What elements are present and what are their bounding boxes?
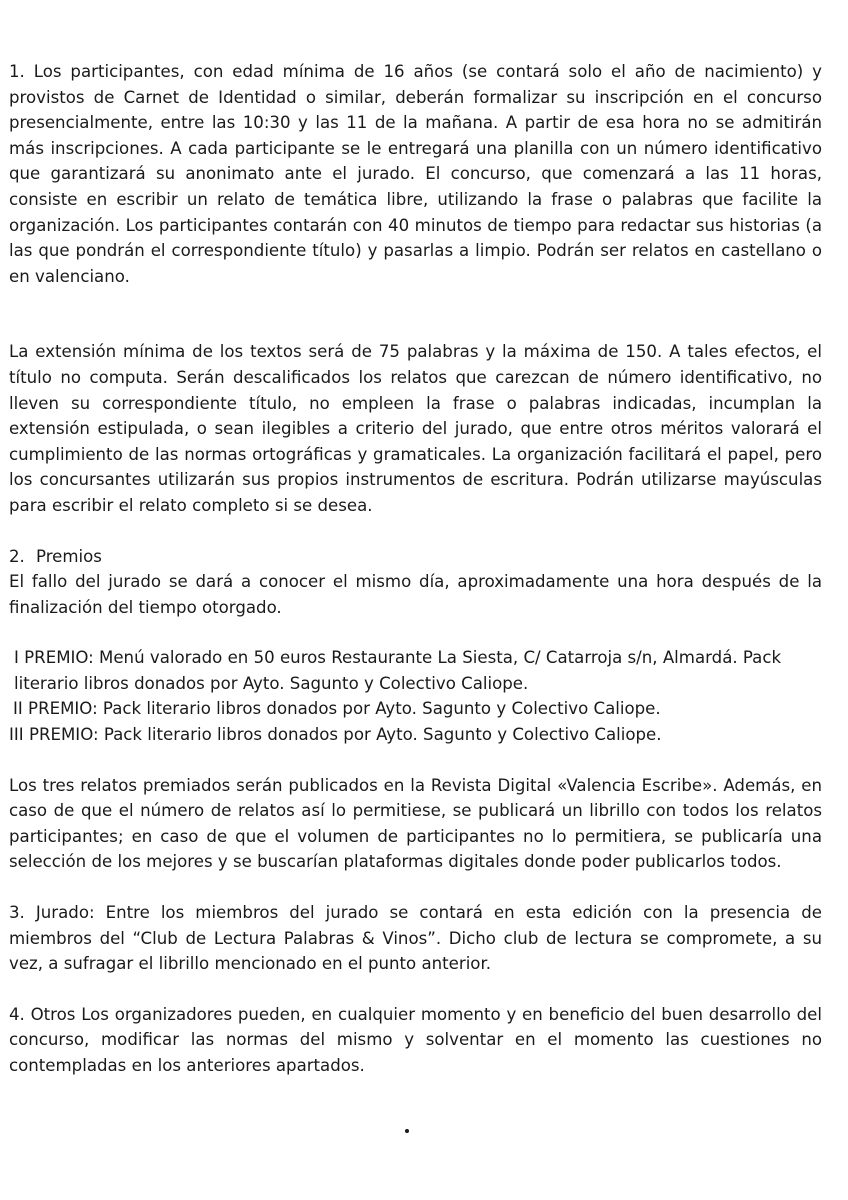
spacer — [9, 748, 822, 773]
prize-third: III PREMIO: Pack literario libros donados por Ayto. Sagunto y Colectivo Caliope. — [9, 725, 662, 745]
spacer — [9, 620, 822, 645]
spacer — [9, 875, 822, 900]
spacer — [9, 289, 822, 339]
section-extension: La extensión mínima de los textos será de 75 palabras y la máxima de 150. A tales efectos, el título no computa. Serán descalificados los relatos que carezcan de número identificativo, no lleven su correspondiente título, no empleen la frase o palabras indicadas, incumplan la extensión estipulada, o sean ilegibles a criterio del jurado, que entre otros méritos valorará el cumplimiento de las normas ortográficas y gramaticales. La organización facilitará el papel, pero los concursantes utilizarán sus propios instrumentos de escritura. Podrán utilizarse mayúsculas para escribir el relato completo si se desea. — [9, 342, 822, 515]
section-participants: 1. Los participantes, con edad mínima de 16 años (se contará solo el año de nacimiento) y provistos de Carnet de Identidad o similar, deberán formalizar su inscripción en el concurso presencialmente, entre las 10:30 y las 11 de la mañana. A partir de esa hora no se admitirán más inscripciones. A cada participante se le entregará una planilla con un número identificativo que garantizará su anonimato ante el jurado. El concurso, que comenzará a las 11 horas, consiste en escribir un relato de temática libre, utilizando la frase o palabras que facilite la organización. Los participantes contarán con 40 minutos de tiempo para redactar sus historias (a las que pondrán el correspondiente título) y pasarlas a limpio. Podrán ser relatos en castellano o en valenciano. — [9, 62, 822, 286]
section-jurado: 3. Jurado: Entre los miembros del jurado se contará en esta edición con la presencia de miembros del “Club de Lectura Palabras & Vinos”. Dicho club de lectura se compromete, a su vez, a sufragar el librillo mencionado en el punto anterior. — [9, 903, 822, 974]
section-premios-heading — [9, 544, 822, 570]
prize-second: II PREMIO: Pack literario libros donados por Ayto. Sagunto y Colectivo Caliope. — [13, 699, 661, 719]
premios-title: Premios — [36, 546, 102, 566]
spacer — [9, 519, 822, 544]
section-otros: 4. Otros Los organizadores pueden, en cualquier momento y en beneficio del buen desarrollo del concurso, modificar las normas del mismo y solventar en el momento las cuestiones no contempladas en los anteriores apartados. — [9, 1004, 822, 1075]
document-body — [9, 59, 822, 1079]
section-publication: Los tres relatos premiados serán publicados en la Revista Digital «Valencia Escribe». Además, en caso de que el número de relatos así lo permitiese, se publicará un librillo con todos los relatos participantes; en caso de que el volumen de participantes no lo permitiera, se publicaría una selección de los mejores y se buscarían plataformas digitales donde poder publicarlos todos. — [9, 775, 822, 872]
premios-number: 2. — [9, 546, 25, 566]
premios-intro: El fallo del jurado se dará a conocer el mismo día, aproximadamente una hora después de la finalización del tiempo otorgado. — [9, 572, 822, 617]
bullet-dot — [405, 1129, 409, 1133]
prize-first: I PREMIO: Menú valorado en 50 euros Restaurante La Siesta, C/ Catarroja s/n, Almardá. Pack literario libros donados por Ayto. Sagunto y Colectivo Caliope. — [14, 648, 782, 693]
spacer — [9, 977, 822, 1002]
